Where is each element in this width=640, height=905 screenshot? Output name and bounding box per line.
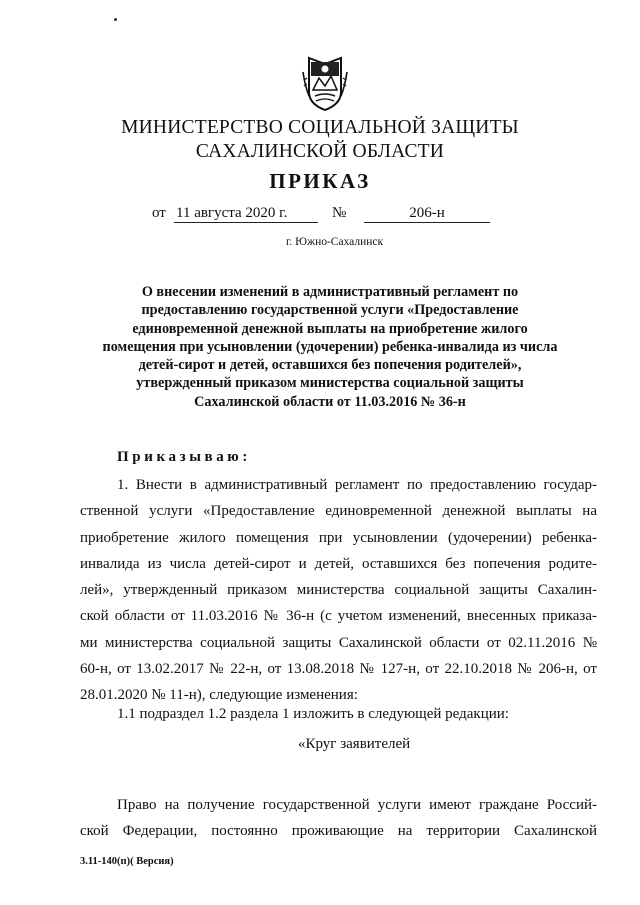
paragraph-line: ской Федерации, постоянно проживающие на территории Сахалинской <box>80 823 597 840</box>
ministry-line-2: САХАЛИНСКОЙ ОБЛАСТИ <box>195 141 445 162</box>
order-subject <box>100 283 560 411</box>
number-label: № <box>332 205 347 221</box>
ministry-name <box>0 116 640 164</box>
subject-line: помещения при усыновлении (удочерении) ребенка-инвалида из числа <box>102 338 558 355</box>
quoted-section-heading: «Круг заявителей <box>298 736 411 752</box>
paragraph-line: Право на получение государственной услуги имеют граждане Россий- <box>117 797 597 813</box>
paragraph-line: лей», утвержденный приказом министерства социальной защиты Сахалин- <box>80 582 597 599</box>
subject-line: детей-сирот и детей, оставшихся без попечения родителей», <box>138 357 522 374</box>
order-date: 11 августа 2020 г. <box>174 205 318 223</box>
order-date-number-line <box>152 205 497 225</box>
subject-line: утвержденный приказом министерства социальной защиты <box>136 375 524 392</box>
order-number: 206-н <box>364 205 490 223</box>
ministry-line-1: МИНИСТЕРСТВО СОЦИАЛЬНОЙ ЗАЩИТЫ <box>121 117 519 138</box>
footer-form-code: 3.11-140(п)( Версия) <box>80 856 174 867</box>
coat-of-arms-emblem <box>301 56 349 112</box>
paragraph-line: ми министерства социальной защиты Сахалинской области от 02.11.2016 № <box>80 634 597 651</box>
from-label: от <box>152 205 166 221</box>
order-title: ПРИКАЗ <box>269 169 371 193</box>
paragraph-2 <box>80 792 597 845</box>
paragraph-line: 28.01.2020 № 11-н), следующие изменения: <box>80 687 358 704</box>
paragraph-line: ственной услуги «Предоставление единовременной денежной выплаты на <box>80 503 597 520</box>
city-name: г. Южно-Сахалинск <box>286 236 384 248</box>
paragraph-line: ской области от 11.03.2016 № 36-н (с учетом изменений, внесенных приказа- <box>80 608 597 625</box>
subject-line: единовременной денежной выплаты на приобретение жилого <box>132 320 528 337</box>
paragraph-line: инвалида из числа детей-сирот и детей, оставшихся без попечения родите- <box>80 555 597 572</box>
subject-line: О внесении изменений в административный регламент по <box>141 284 519 300</box>
order-directive-word: Приказываю: <box>117 449 251 465</box>
subject-line: предоставлению государственной услуги «Предоставление <box>141 302 519 319</box>
paragraph-line: 1. Внести в административный регламент по предоставлению государ- <box>117 477 597 493</box>
paragraph-line: приобретение жилого помещения при усыновлении (удочерении) ребенка- <box>80 529 597 546</box>
subsection-1-1: 1.1 подраздел 1.2 раздела 1 изложить в следующей редакции: <box>117 706 509 722</box>
subject-line: Сахалинской области от 11.03.2016 № 36-н <box>194 393 466 410</box>
paragraph-line: 60-н, от 13.02.2017 № 22-н, от 13.08.2018 № 127-н, от 22.10.2018 № 206-н, от <box>80 661 597 678</box>
scan-speck <box>114 18 117 21</box>
paragraph-1 <box>80 472 597 709</box>
